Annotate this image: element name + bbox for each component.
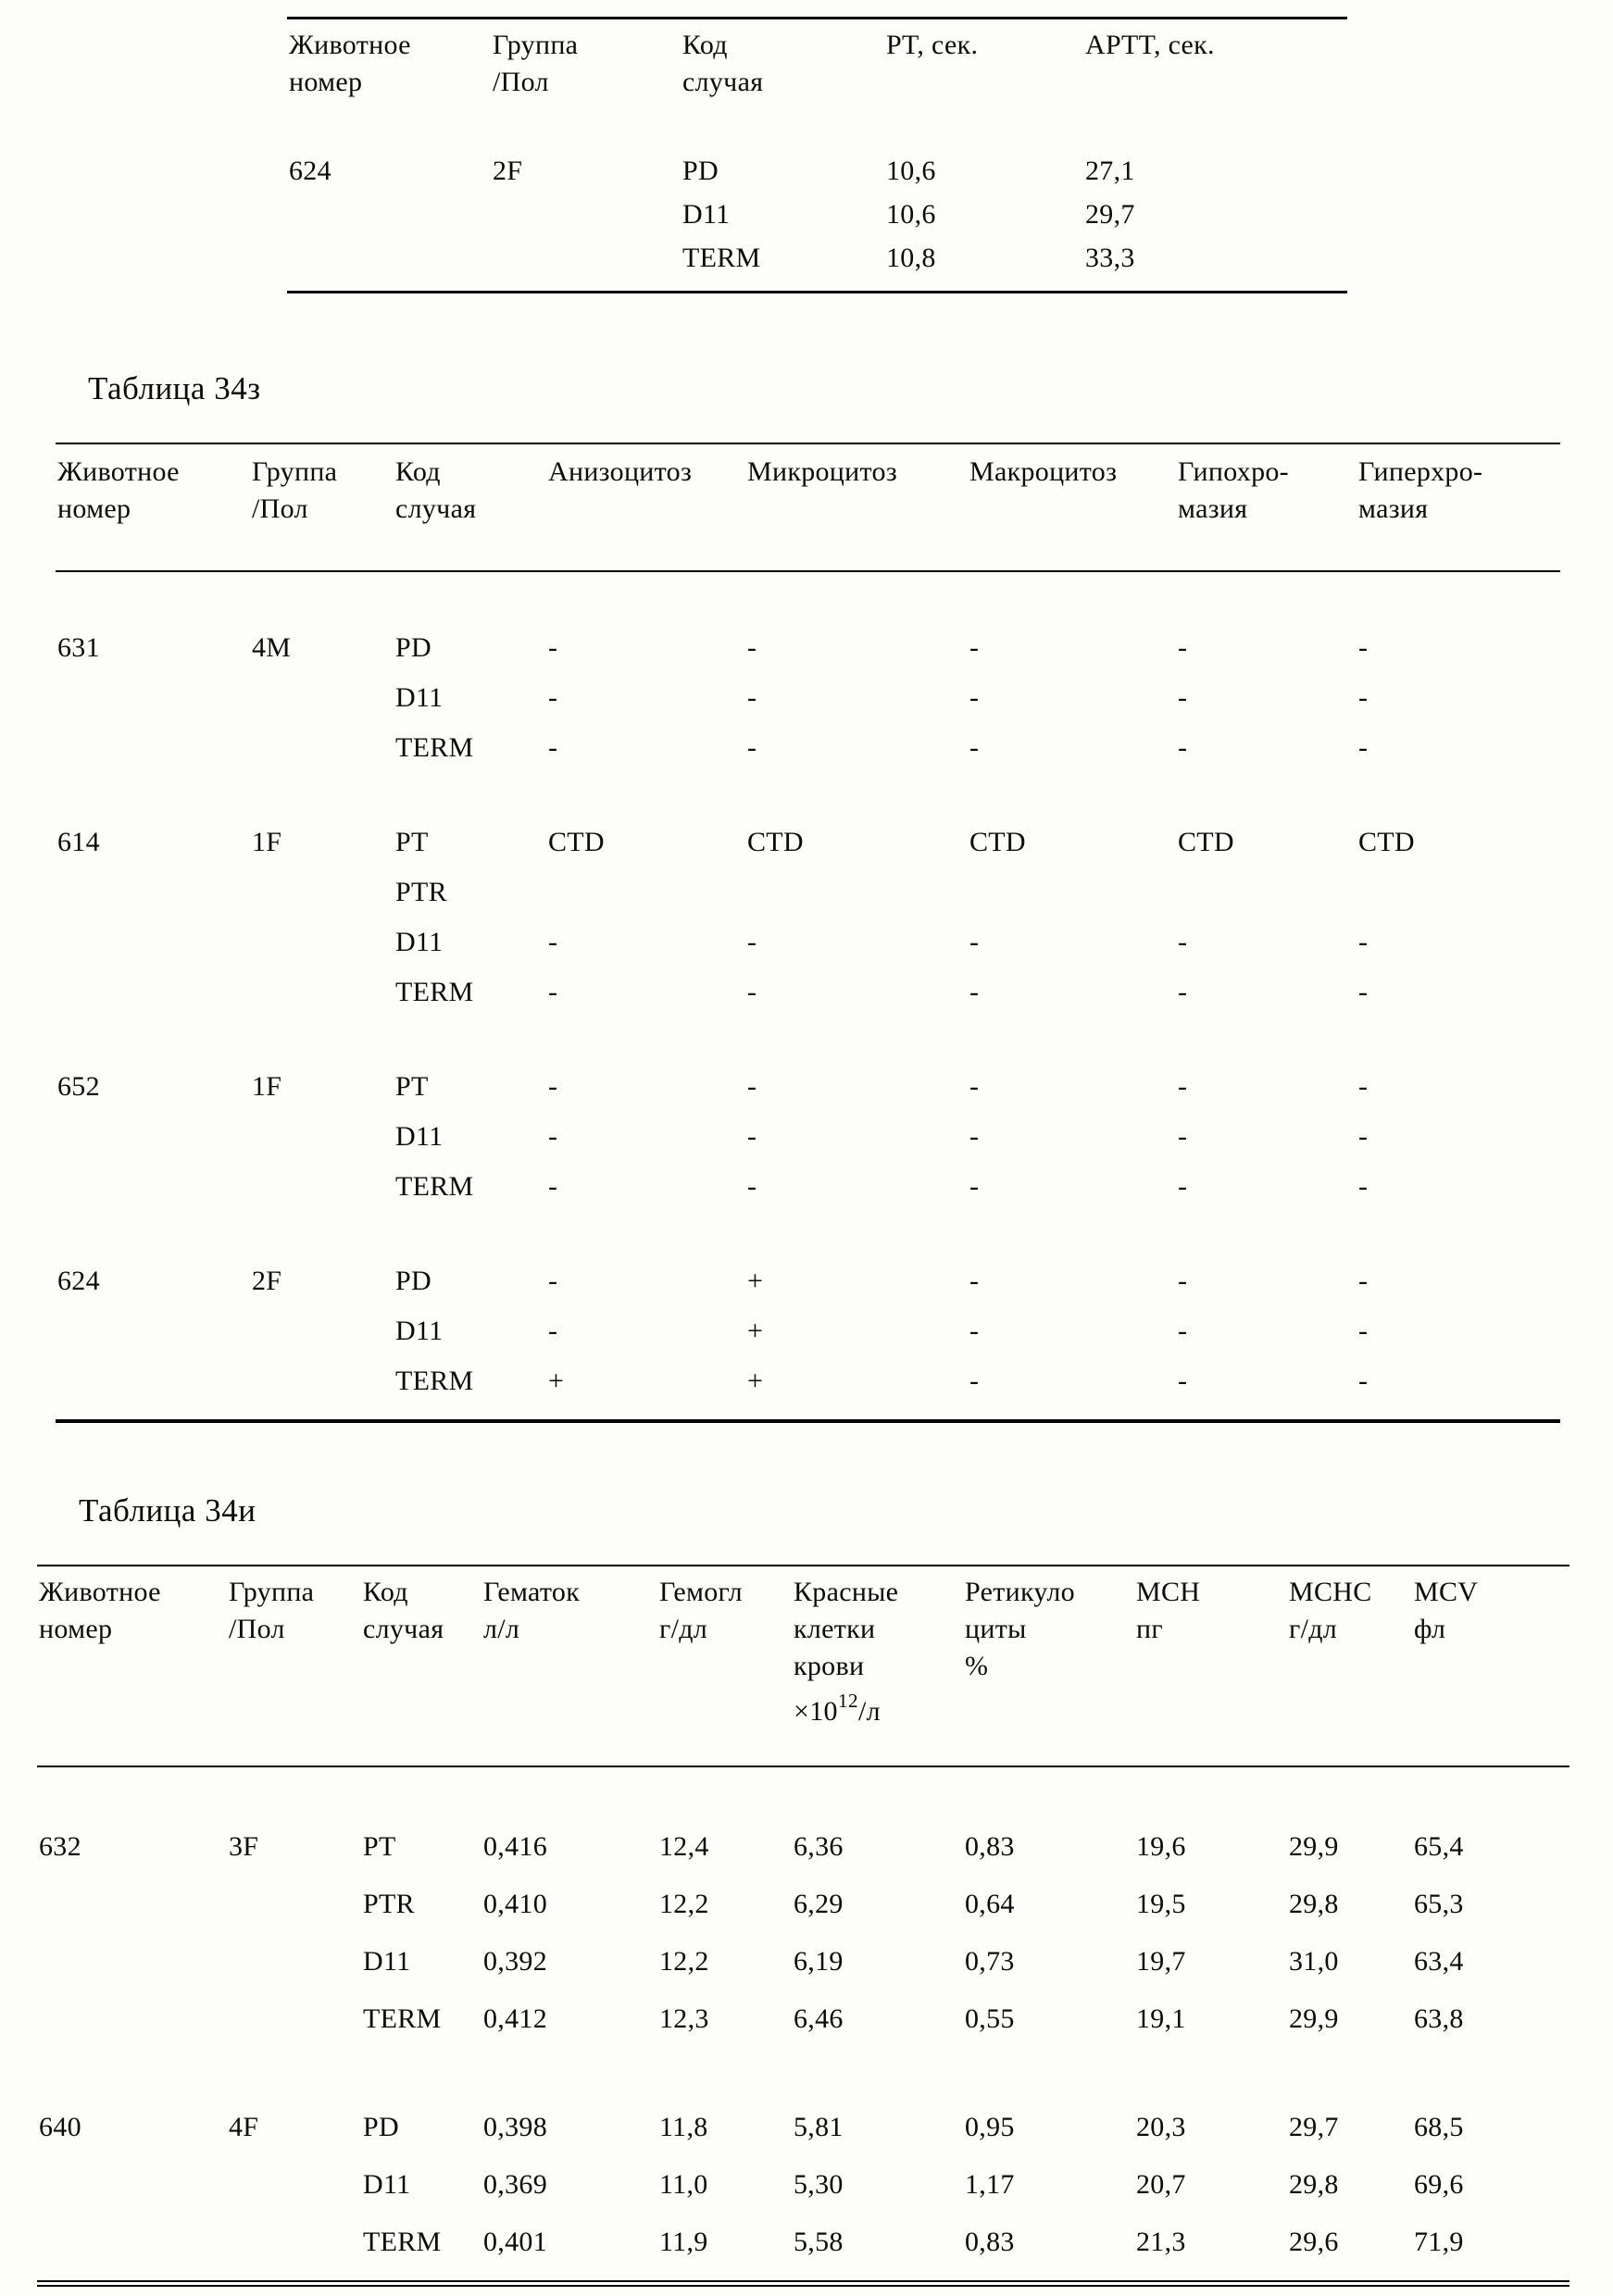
column-header: Гиперхро- мазия <box>1357 443 1560 571</box>
table-row <box>56 673 1560 723</box>
table-cell: 5,81 <box>794 2112 844 2142</box>
table-row <box>37 1933 1569 1990</box>
table-cell: TERM <box>363 2227 442 2257</box>
table-cell: - <box>1178 977 1188 1007</box>
table-cell: 1F <box>252 1071 282 1102</box>
table-cell: 0,95 <box>965 2112 1015 2142</box>
table-cell: 12,2 <box>659 1889 709 1919</box>
table-cell: CTD <box>1178 827 1234 857</box>
table-cell: 11,9 <box>659 2227 708 2257</box>
table-cell: 614 <box>57 827 100 857</box>
table-cell <box>1357 867 1560 917</box>
table-cell: - <box>747 732 757 763</box>
table-cell: PTR <box>363 1889 415 1919</box>
table-cell: PT <box>395 1071 429 1102</box>
column-header: MCH пг <box>1134 1566 1287 1766</box>
table-cell: 29,7 <box>1289 2112 1339 2142</box>
hematology-grid <box>37 1565 1569 2287</box>
table-cell: CTD <box>1358 827 1415 857</box>
table-cell <box>227 2156 361 2214</box>
table-cell: 71,9 <box>1414 2227 1464 2257</box>
table-cell <box>56 723 250 773</box>
column-header: PT, сек. <box>886 30 979 60</box>
header-row <box>56 443 1560 571</box>
table-row <box>56 1256 1560 1306</box>
column-header: Гемогл г/дл <box>657 1566 792 1766</box>
table-cell: 0,410 <box>483 1889 547 1919</box>
table-cell: - <box>1178 1071 1188 1102</box>
spacer-cell <box>37 2048 1569 2099</box>
table-cell: - <box>548 1316 558 1346</box>
table-cell: 0,83 <box>965 2227 1015 2257</box>
table-cell: - <box>1178 682 1188 713</box>
table-cell: - <box>969 1266 980 1296</box>
table-cell <box>968 867 1176 917</box>
table-cell: CTD <box>969 827 1026 857</box>
table-row <box>287 236 1347 293</box>
column-header: Макроцитоз <box>968 443 1176 571</box>
coagulation-table <box>287 17 1347 293</box>
morphology-grid <box>56 443 1560 1423</box>
header-row <box>37 1566 1569 1766</box>
table-cell: - <box>1358 1071 1369 1102</box>
table-cell: - <box>969 1071 980 1102</box>
table-cell: - <box>1178 1171 1188 1202</box>
coag-grid <box>287 17 1347 293</box>
column-header: Группа /Пол <box>493 30 579 97</box>
column-header: Гематок л/л <box>481 1566 657 1766</box>
table-cell: 0,416 <box>483 1831 547 1862</box>
table-cell <box>56 673 250 723</box>
column-header: Анизоцитоз <box>546 443 745 571</box>
table-row <box>56 867 1560 917</box>
table-cell <box>56 1112 250 1162</box>
table-cell: - <box>548 632 558 663</box>
table-cell: 31,0 <box>1289 1946 1339 1977</box>
table-cell: 624 <box>57 1266 100 1296</box>
table-cell: - <box>548 1121 558 1152</box>
table-row <box>56 817 1560 867</box>
table-cell <box>56 867 250 917</box>
table-cell: CTD <box>548 827 605 857</box>
table-cell: - <box>1358 927 1369 957</box>
table-cell: 0,64 <box>965 1889 1015 1919</box>
table-cell: 0,73 <box>965 1946 1015 1977</box>
table-cell: 29,8 <box>1289 2169 1339 2200</box>
table-cell: - <box>1178 732 1188 763</box>
table-cell <box>56 967 250 1017</box>
table-cell: 12,2 <box>659 1946 709 1977</box>
table-cell <box>745 867 968 917</box>
table-cell: D11 <box>395 682 444 713</box>
table-row <box>37 2156 1569 2214</box>
table-row <box>56 1306 1560 1356</box>
table-cell <box>250 723 394 773</box>
table-cell <box>287 193 491 236</box>
table-cell: - <box>1178 927 1188 957</box>
table-cell: 65,4 <box>1414 1831 1464 1862</box>
spacer-row <box>56 1017 1560 1062</box>
table-cell: 624 <box>289 156 331 186</box>
table-cell: - <box>1178 632 1188 663</box>
table-cell: D11 <box>395 927 444 957</box>
table-cell: 19,7 <box>1136 1946 1186 1977</box>
table-cell: - <box>747 1121 757 1152</box>
table-row <box>56 723 1560 773</box>
table-cell: 0,398 <box>483 2112 547 2142</box>
table-cell: - <box>969 1366 980 1396</box>
table-cell: 29,9 <box>1289 2003 1339 2034</box>
table-cell: 0,369 <box>483 2169 547 2200</box>
table-cell: - <box>969 927 980 957</box>
column-header: Группа /Пол <box>227 1566 361 1766</box>
table-cell: - <box>1358 1121 1369 1152</box>
table-cell: 640 <box>39 2112 81 2142</box>
table-cell: - <box>548 1171 558 1202</box>
table-cell: - <box>1178 1121 1188 1152</box>
table-cell <box>250 1112 394 1162</box>
table-cell <box>56 1162 250 1212</box>
spacer-cell <box>56 1017 1560 1062</box>
spacer-row <box>56 773 1560 817</box>
table-cell: 29,6 <box>1289 2227 1339 2257</box>
table-cell: 1F <box>252 827 282 857</box>
table-cell: - <box>1178 1316 1188 1346</box>
spacer-row <box>56 571 1560 623</box>
table-cell: 3F <box>229 1831 259 1862</box>
table-cell: 5,58 <box>794 2227 844 2257</box>
table-cell: 0,83 <box>965 1831 1015 1862</box>
table-cell: PT <box>363 1831 396 1862</box>
table-row <box>287 149 1347 193</box>
table-row <box>56 623 1560 673</box>
table-cell <box>56 1306 250 1356</box>
table-34z-title: Таблица 34з <box>88 370 261 406</box>
table-cell: - <box>1358 1316 1369 1346</box>
table-cell: D11 <box>363 2169 411 2200</box>
column-header: Микроцитоз <box>745 443 968 571</box>
column-header: Красные клетки крови $\times 10^{12}/л$ <box>792 1566 963 1766</box>
table-cell: 63,4 <box>1414 1946 1464 1977</box>
column-header: Ретикуло циты % <box>963 1566 1134 1766</box>
table-34i-title: Таблица 34и <box>79 1492 256 1529</box>
table-cell: 0,401 <box>483 2227 547 2257</box>
table-cell: 6,36 <box>794 1831 844 1862</box>
table-cell: - <box>1358 977 1369 1007</box>
table-cell: - <box>969 1121 980 1152</box>
table-cell: - <box>548 927 558 957</box>
table-cell: - <box>969 682 980 713</box>
column-header: Группа /Пол <box>250 443 394 571</box>
table-row <box>56 917 1560 967</box>
table-cell: - <box>969 977 980 1007</box>
table-cell <box>250 1306 394 1356</box>
table-cell <box>250 867 394 917</box>
table-cell: - <box>1178 1366 1188 1396</box>
table-cell: 68,5 <box>1414 2112 1464 2142</box>
table-cell: TERM <box>395 732 474 763</box>
table-cell: - <box>747 1171 757 1202</box>
table-cell: + <box>548 1366 565 1396</box>
table-cell: 6,19 <box>794 1946 844 1977</box>
header-row <box>287 19 1347 102</box>
table-cell: + <box>747 1266 764 1296</box>
table-cell: CTD <box>747 827 804 857</box>
table-row <box>56 1356 1560 1421</box>
table-cell: TERM <box>682 243 761 273</box>
table-cell: 29,9 <box>1289 1831 1339 1862</box>
table-cell <box>287 236 491 293</box>
table-cell: - <box>969 732 980 763</box>
table-cell <box>546 867 745 917</box>
spacer-cell <box>56 1212 1560 1256</box>
table-cell: 21,3 <box>1136 2227 1186 2257</box>
column-header: Животное номер <box>37 1566 227 1766</box>
table-cell: - <box>548 732 558 763</box>
table-cell: 19,5 <box>1136 1889 1186 1919</box>
table-cell: PTR <box>395 877 447 907</box>
spacer-row <box>56 1212 1560 1256</box>
table-cell: 19,6 <box>1136 1831 1186 1862</box>
table-cell: 27,1 <box>1085 156 1135 186</box>
table-cell: 20,3 <box>1136 2112 1186 2142</box>
table-row <box>37 1876 1569 1933</box>
table-cell: 0,412 <box>483 2003 547 2034</box>
table-cell: - <box>747 1071 757 1102</box>
spacer-cell <box>56 773 1560 817</box>
table-cell <box>250 1162 394 1212</box>
table-cell: D11 <box>363 1946 411 1977</box>
table-cell: - <box>548 1266 558 1296</box>
table-cell: 33,3 <box>1085 243 1135 273</box>
table-cell <box>56 917 250 967</box>
table-cell: - <box>1358 1171 1369 1202</box>
table-row <box>37 2214 1569 2284</box>
table-cell <box>227 1990 361 2048</box>
table-cell: + <box>747 1366 764 1396</box>
table-cell: - <box>747 632 757 663</box>
table-cell: 29,7 <box>1085 199 1135 230</box>
spacer-cell <box>287 101 1347 149</box>
table-cell: 4M <box>252 632 292 663</box>
table-cell: 10,8 <box>886 243 936 273</box>
table-cell: PT <box>395 827 429 857</box>
table-cell: TERM <box>395 1171 474 1202</box>
table-cell <box>491 236 681 293</box>
table-row <box>37 1990 1569 2048</box>
table-cell: 631 <box>57 632 100 663</box>
spacer-row <box>37 2048 1569 2099</box>
table-cell <box>227 1876 361 1933</box>
table-cell: 20,7 <box>1136 2169 1186 2200</box>
table-cell <box>1176 867 1357 917</box>
table-cell: 652 <box>57 1071 100 1102</box>
table-cell: 6,46 <box>794 2003 844 2034</box>
table-cell: 0,55 <box>965 2003 1015 2034</box>
table-cell: - <box>969 1171 980 1202</box>
table-cell: - <box>747 927 757 957</box>
column-header: MCV фл <box>1412 1566 1569 1766</box>
table-cell <box>491 193 681 236</box>
table-cell: 4F <box>229 2112 259 2142</box>
column-header: Код случая <box>394 443 546 571</box>
table-cell <box>250 1356 394 1421</box>
table-row <box>37 2099 1569 2156</box>
table-cell <box>227 2214 361 2284</box>
table-cell: 11,0 <box>659 2169 708 2200</box>
table-row <box>287 193 1347 236</box>
hematology-table <box>37 1565 1569 2287</box>
table-cell: + <box>747 1316 764 1346</box>
table-cell: - <box>1358 732 1369 763</box>
table-cell: - <box>548 977 558 1007</box>
column-header: Животное номер <box>56 443 250 571</box>
spacer-row <box>287 101 1347 149</box>
table-cell <box>227 1933 361 1990</box>
table-cell: TERM <box>395 1366 474 1396</box>
table-cell: PD <box>363 2112 399 2142</box>
table-cell: - <box>548 1071 558 1102</box>
column-header: MCHC г/дл <box>1287 1566 1412 1766</box>
column-header: Код случая <box>682 30 764 97</box>
table-cell: 29,8 <box>1289 1889 1339 1919</box>
table-cell: 5,30 <box>794 2169 844 2200</box>
table-row <box>56 967 1560 1017</box>
table-row <box>37 1818 1569 1876</box>
table-cell: - <box>1358 682 1369 713</box>
table-cell: - <box>1358 632 1369 663</box>
table-cell: 1,17 <box>965 2169 1015 2200</box>
table-cell: 0,392 <box>483 1946 547 1977</box>
table-cell: - <box>969 1316 980 1346</box>
column-header: Гипохро- мазия <box>1176 443 1357 571</box>
table-cell: 69,6 <box>1414 2169 1464 2200</box>
table-cell <box>56 1356 250 1421</box>
table-cell: D11 <box>395 1316 444 1346</box>
table-cell: D11 <box>682 199 731 230</box>
table-cell: 19,1 <box>1136 2003 1186 2034</box>
table-cell: - <box>548 682 558 713</box>
table-cell: 11,8 <box>659 2112 708 2142</box>
table-cell: - <box>1358 1266 1369 1296</box>
table-cell <box>250 673 394 723</box>
table-cell: 632 <box>39 1831 81 1862</box>
table-cell <box>250 967 394 1017</box>
table-cell: 10,6 <box>886 156 936 186</box>
column-header: Код случая <box>361 1566 481 1766</box>
table-cell: - <box>1358 1366 1369 1396</box>
table-cell: PD <box>395 1266 431 1296</box>
table-cell: - <box>969 632 980 663</box>
column-header: APTT, сек. <box>1085 30 1215 60</box>
spacer-row <box>37 1766 1569 1818</box>
table-cell: 65,3 <box>1414 1889 1464 1919</box>
table-cell: PD <box>682 156 719 186</box>
table-cell: 6,29 <box>794 1889 844 1919</box>
table-cell: 12,3 <box>659 2003 709 2034</box>
table-cell: 63,8 <box>1414 2003 1464 2034</box>
table-cell: - <box>747 977 757 1007</box>
table-cell: 10,6 <box>886 199 936 230</box>
table-cell <box>37 2214 227 2284</box>
table-cell: TERM <box>395 977 474 1007</box>
column-header: Животное номер <box>289 30 411 97</box>
table-cell <box>37 2156 227 2214</box>
table-cell: 12,4 <box>659 1831 709 1862</box>
table-cell: TERM <box>363 2003 442 2034</box>
table-cell: 2F <box>252 1266 282 1296</box>
table-cell <box>250 917 394 967</box>
spacer-cell <box>56 571 1560 623</box>
table-cell: - <box>1178 1266 1188 1296</box>
table-row <box>56 1062 1560 1112</box>
table-cell <box>37 1933 227 1990</box>
table-cell <box>37 1990 227 2048</box>
table-cell: D11 <box>395 1121 444 1152</box>
spacer-cell <box>37 1766 1569 1818</box>
table-row <box>56 1112 1560 1162</box>
table-cell: 2F <box>493 156 523 186</box>
morphology-table <box>56 443 1560 1423</box>
table-cell: PD <box>395 632 431 663</box>
table-cell <box>37 1876 227 1933</box>
table-row <box>56 1162 1560 1212</box>
table-cell: - <box>747 682 757 713</box>
